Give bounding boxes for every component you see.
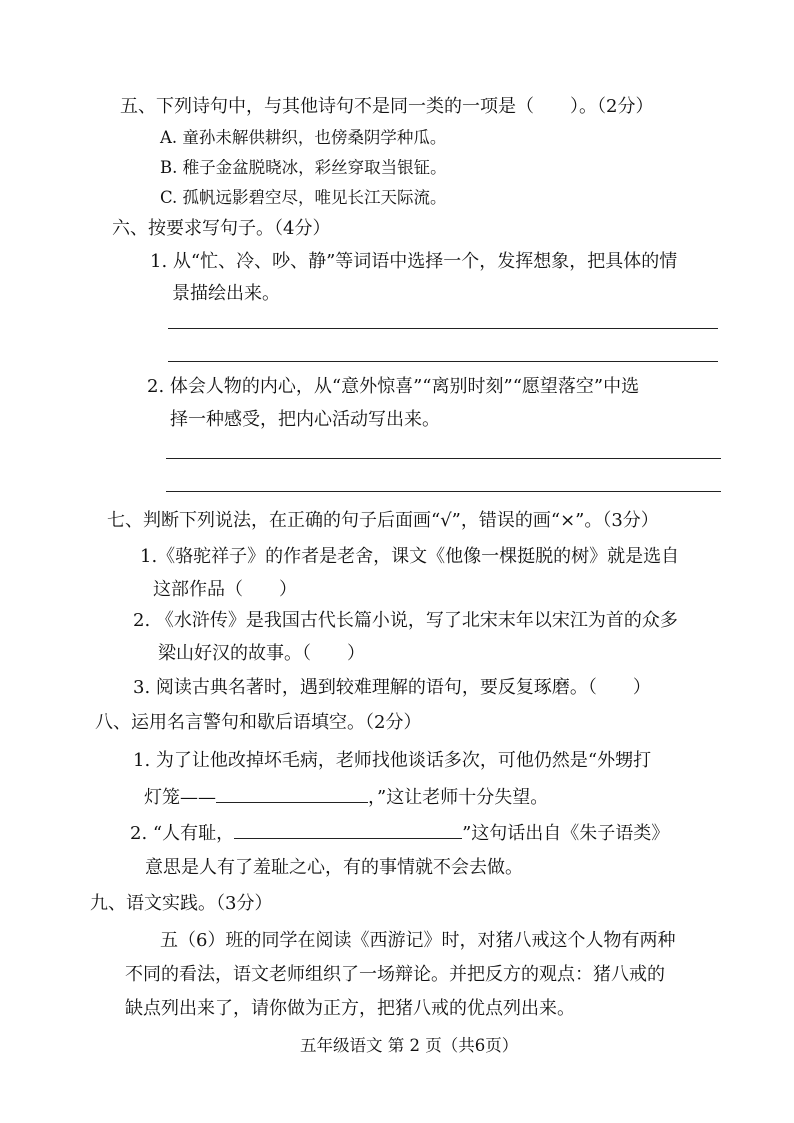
q6-item2-line1: 2. 体会人物的内心，从“意外惊喜”“离别时刻”“愿望落空”中选 <box>147 376 640 397</box>
q6-item2-line2: 择一种感受，把内心活动写出来。 <box>170 409 440 430</box>
q6-item1-answer-line-1[interactable] <box>168 328 718 329</box>
q9-paragraph-line2: 不同的看法，语文老师组织了一场辩论。并把反方的观点：猪八戒的 <box>125 964 665 985</box>
q8-item1-line2 <box>144 784 548 810</box>
q7-item2-line1: 2. 《水浒传》是我国古代长篇小说，写了北宋末年以宋江为首的众多 <box>133 610 678 631</box>
q7-item2-line2[interactable]: 梁山好汉的故事。（ ） <box>158 643 365 664</box>
q8-item2-suffix: ”这句话出自《朱子语类》 <box>462 823 670 844</box>
q9-paragraph-line3: 缺点列出来了，请你做为正方，把猪八戒的优点列出来。 <box>125 998 575 1019</box>
q8-item1-blank[interactable] <box>216 784 368 803</box>
q8-item2-line2: 意思是人有了羞耻之心，有的事情就不会去做。 <box>145 857 523 878</box>
q8-item1-suffix: ，”这让老师十分失望。 <box>368 787 549 808</box>
page-footer: 五年级语文 第 2 页（共6页） <box>300 1036 519 1055</box>
q7-item1-line2[interactable]: 这部作品（ ） <box>153 579 297 600</box>
q5-option-c: C. 孤帆远影碧空尽，唯见长江天际流。 <box>160 188 447 207</box>
q8-item2-blank[interactable] <box>234 820 462 839</box>
q6-heading: 六、按要求写句子。（4分） <box>112 218 331 239</box>
q7-heading: 七、判断下列说法，在正确的句子后面画“√”，错误的画“×”。（3分） <box>107 510 659 531</box>
q5-option-b: B. 稚子金盆脱晓冰，彩丝穿取当银钲。 <box>160 158 447 177</box>
q8-item2-line1 <box>130 820 669 846</box>
q8-heading: 八、运用名言警句和歇后语填空。（2分） <box>95 712 422 733</box>
q8-item1-prefix: 灯笼—— <box>144 787 216 808</box>
q6-item2-answer-line-2[interactable] <box>166 491 721 492</box>
q6-item1-line2: 景描绘出来。 <box>172 283 280 304</box>
q8-item1-line1: 1. 为了让他改掉坏毛病，老师找他谈话多次，可他仍然是“外甥打 <box>133 750 652 771</box>
q8-item2-prefix: 2. “人有耻， <box>130 823 235 844</box>
q7-item1-line1: 1.《骆驼祥子》的作者是老舍，课文《他像一棵挺脱的树》就是选自 <box>140 546 680 567</box>
q6-item1-answer-line-2[interactable] <box>168 361 718 362</box>
q6-item1-line1: 1. 从“忙、冷、吵、静”等词语中选择一个，发挥想象，把具体的情 <box>150 251 678 272</box>
q9-heading: 九、语文实践。（3分） <box>90 893 273 914</box>
q7-item3[interactable]: 3. 阅读古典名著时，遇到较难理解的语句，要反复琢磨。（ ） <box>133 677 651 698</box>
q6-item2-answer-line-1[interactable] <box>166 458 721 459</box>
q9-paragraph-line1: 五（6）班的同学在阅读《西游记》时，对猪八戒这个人物有两种 <box>160 930 676 951</box>
q5-option-a: A. 童孙未解供耕织，也傍桑阴学种瓜。 <box>160 128 447 147</box>
q5-heading: 五、下列诗句中，与其他诗句不是同一类的一项是（ ）。（2分） <box>120 96 654 117</box>
